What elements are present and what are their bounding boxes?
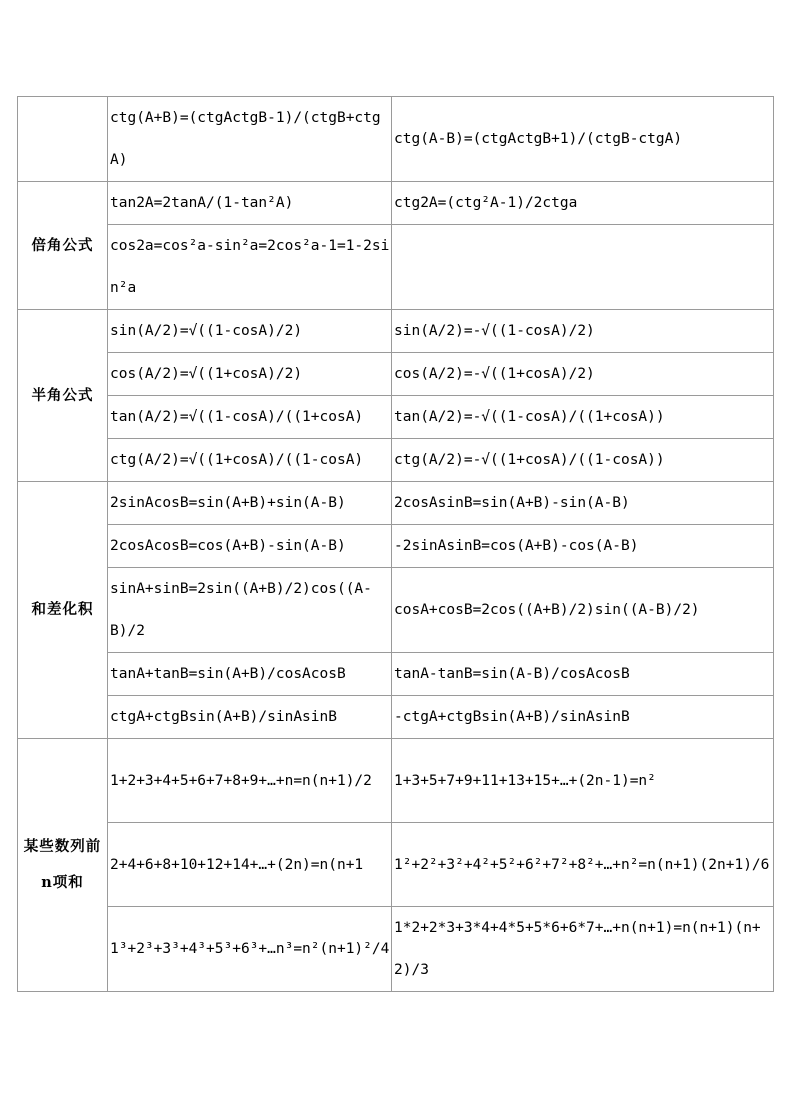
table-row	[18, 225, 774, 310]
formula-cell: 2cosAsinB=sin(A+B)-sin(A-B)	[392, 482, 774, 525]
formula-table	[17, 96, 774, 992]
formula-cell: cos2a=cos²a-sin²a=2cos²a-1=1-2sin²a	[108, 225, 392, 310]
formula-cell: tan(A/2)=-√((1-cosA)/((1+cosA))	[392, 396, 774, 439]
formula-cell: 1+2+3+4+5+6+7+8+9+…+n=n(n+1)/2	[108, 739, 392, 823]
formula-cell: ctg(A+B)=(ctgActgB-1)/(ctgB+ctgA)	[108, 97, 392, 182]
formula-cell: sin(A/2)=√((1-cosA)/2)	[108, 310, 392, 353]
formula-cell: ctgA+ctgBsin(A+B)/sinAsinB	[108, 696, 392, 739]
formula-cell: 1³+2³+3³+4³+5³+6³+…n³=n²(n+1)²/4	[108, 907, 392, 992]
group-cell-empty	[18, 97, 108, 182]
formula-cell: 1²+2²+3²+4²+5²+6²+7²+8²+…+n²=n(n+1)(2n+1)/6	[392, 823, 774, 907]
formula-cell: -ctgA+ctgBsin(A+B)/sinAsinB	[392, 696, 774, 739]
table-row	[18, 396, 774, 439]
table-row	[18, 353, 774, 396]
table-row	[18, 907, 774, 992]
table-row	[18, 439, 774, 482]
formula-cell: tan(A/2)=√((1-cosA)/((1+cosA)	[108, 396, 392, 439]
table-row	[18, 525, 774, 568]
table-row	[18, 653, 774, 696]
group-label-sum-to-product: 和差化积	[18, 482, 108, 739]
formula-cell: 2+4+6+8+10+12+14+…+(2n)=n(n+1	[108, 823, 392, 907]
formula-cell: ctg(A/2)=-√((1+cosA)/((1-cosA))	[392, 439, 774, 482]
formula-cell: ctg2A=(ctg²A-1)/2ctga	[392, 182, 774, 225]
formula-cell: tanA-tanB=sin(A-B)/cosAcosB	[392, 653, 774, 696]
formula-cell: cos(A/2)=-√((1+cosA)/2)	[392, 353, 774, 396]
table-row	[18, 482, 774, 525]
formula-cell	[392, 225, 774, 310]
table-row	[18, 568, 774, 653]
formula-cell: ctg(A-B)=(ctgActgB+1)/(ctgB-ctgA)	[392, 97, 774, 182]
formula-cell: 2sinAcosB=sin(A+B)+sin(A-B)	[108, 482, 392, 525]
group-label-half-angle: 半角公式	[18, 310, 108, 482]
formula-cell: cosA+cosB=2cos((A+B)/2)sin((A-B)/2)	[392, 568, 774, 653]
table-row	[18, 823, 774, 907]
formula-cell: cos(A/2)=√((1+cosA)/2)	[108, 353, 392, 396]
formula-cell: sinA+sinB=2sin((A+B)/2)cos((A-B)/2	[108, 568, 392, 653]
table-row	[18, 97, 774, 182]
formula-cell: 1*2+2*3+3*4+4*5+5*6+6*7+…+n(n+1)=n(n+1)(n+2)/3	[392, 907, 774, 992]
table-row	[18, 739, 774, 823]
formula-cell: ctg(A/2)=√((1+cosA)/((1-cosA)	[108, 439, 392, 482]
group-label-series-sum: 某些数列前n项和	[18, 739, 108, 992]
formula-cell: sin(A/2)=-√((1-cosA)/2)	[392, 310, 774, 353]
formula-cell: tan2A=2tanA/(1-tan²A)	[108, 182, 392, 225]
formula-cell: -2sinAsinB=cos(A+B)-cos(A-B)	[392, 525, 774, 568]
formula-cell: 2cosAcosB=cos(A+B)-sin(A-B)	[108, 525, 392, 568]
table-row	[18, 182, 774, 225]
formula-cell: tanA+tanB=sin(A+B)/cosAcosB	[108, 653, 392, 696]
table-row	[18, 310, 774, 353]
group-label-double-angle: 倍角公式	[18, 182, 108, 310]
table-row	[18, 696, 774, 739]
formula-cell: 1+3+5+7+9+11+13+15+…+(2n-1)=n²	[392, 739, 774, 823]
